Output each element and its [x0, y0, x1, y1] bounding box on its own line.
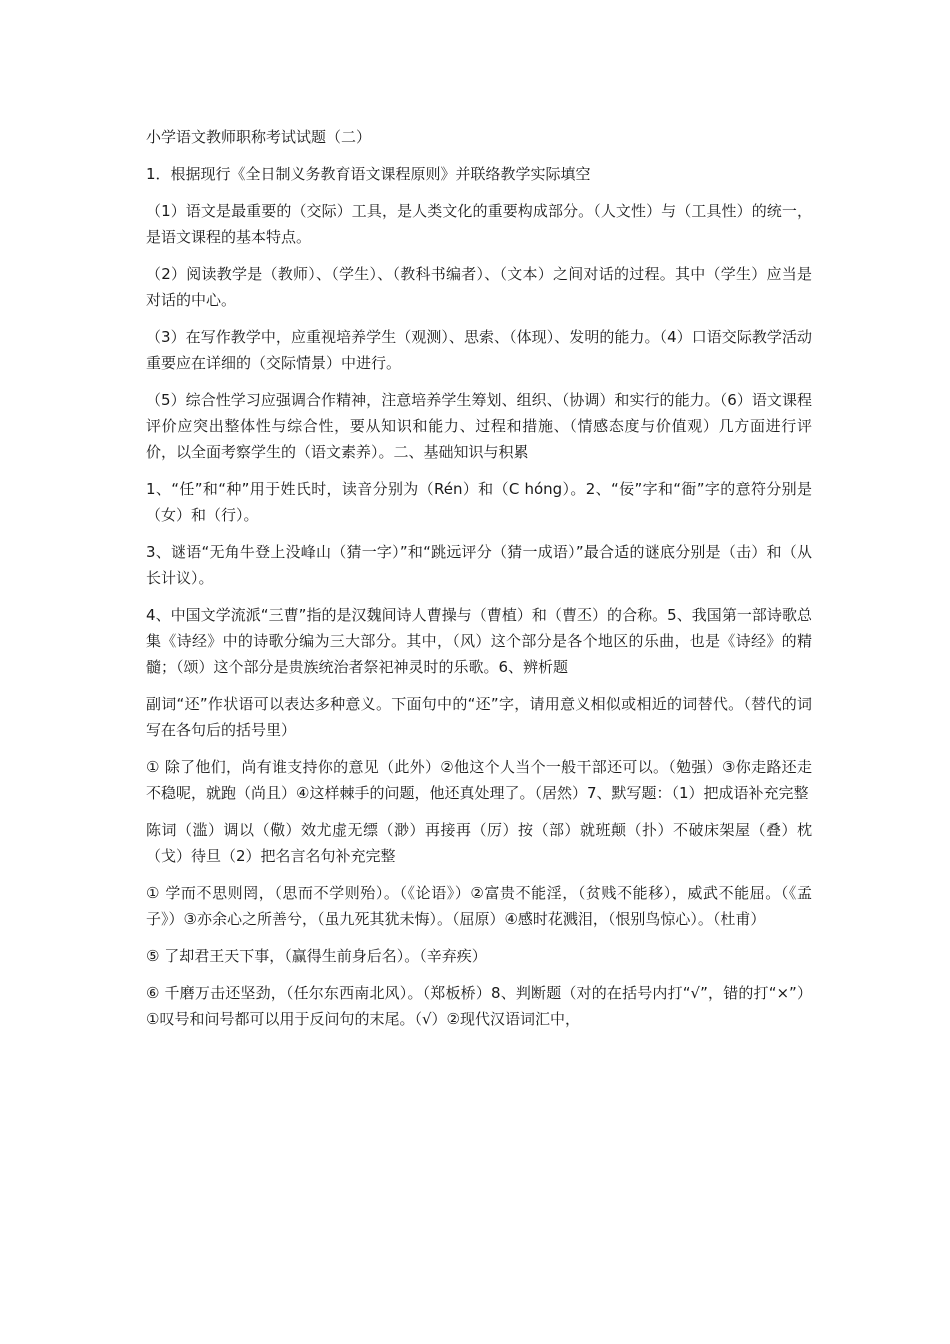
- paragraph-section-1-heading: 1．根据现行《全日制义务教育语文课程原则》并联络教学实际填空: [146, 165, 591, 183]
- paragraph-item-1: （1）语文是最重要的（交际）工具，是人类文化的重要构成部分。（人文性）与（工具性）的统一，是语文课程的基本特点。: [146, 202, 812, 246]
- paragraph-question-3: 3、谜语“无角牛登上没峰山（猜一字）”和“跳远评分（猜一成语）”最合适的谜底分别是（击）和（从长计议）。: [146, 543, 812, 587]
- paragraph-quotes-1-4: ① 学而不思则罔，（思而不学则殆）。（《论语》）②富贵不能淫，（贫贱不能移），威武不能屈。（《孟子》）③亦余心之所善兮，（虽九死其犹未悔）。（屈原）④感时花溅泪，（恨别鸟惊心）。（杜甫）: [146, 884, 812, 928]
- paragraph-item-2: （2）阅读教学是（教师）、（学生）、（教科书编者）、（文本）之间对话的过程。其中（学生）应当是对话的中心。: [146, 265, 812, 309]
- paragraph-quote-5: ⑤ 了却君王天下事，（赢得生前身后名）。（辛弃疾）: [146, 947, 487, 965]
- paragraph-idioms: 陈词（滥）调以（儆）效尤虚无缥（渺）再接再（厉）按（部）就班颠（扑）不破床架屋（叠）枕（戈）待旦（2）把名言名句补充完整: [146, 821, 812, 865]
- paragraph-quote-6-judgement: ⑥ 千磨万击还坚劲，（任尔东西南北风）。（郑板桥）8、判断题（对的在括号内打“√”，错的打“×”）①叹号和问号都可以用于反问句的末尾。（√）②现代汉语词汇中，: [146, 984, 812, 1028]
- paragraph-question-6-instructions: 副词“还”作状语可以表达多种意义。下面句中的“还”字，请用意义相似或相近的词替代。（替代的词写在各句后的括号里）: [146, 695, 812, 739]
- paragraph-question-6-answers: ① 除了他们，尚有谁支持你的意见（此外）②他这个人当个一般干部还可以。（勉强）③你走路还走不稳呢，就跑（尚且）④这样棘手的问题，他还真处理了。（居然）7、默写题：（1）把成语补充完整: [146, 758, 812, 802]
- document-page: [146, 124, 812, 1043]
- paragraph-question-4-6: 4、中国文学流派“三曹”指的是汉魏间诗人曹操与（曹植）和（曹丕）的合称。5、我国第一部诗歌总集《诗经》中的诗歌分编为三大部分。其中，（风）这个部分是各个地区的乐曲，也是《诗经》的精髓；（颂）这个部分是贵族统治者祭祀神灵时的乐歌。6、辨析题: [146, 606, 812, 676]
- document-title: 小学语文教师职称考试试题（二）: [146, 128, 372, 146]
- paragraph-question-1-2: 1、“任”和“种”用于姓氏时，读音分别为（Rén）和（C hóng）。2、“佞”字和“衙”字的意符分别是（女）和（行）。: [146, 480, 812, 524]
- paragraph-item-5-6: （5）综合性学习应强调合作精神，注意培养学生筹划、组织、（协调）和实行的能力。（6）语文课程评价应突出整体性与综合性，要从知识和能力、过程和措施、（情感态度与价值观）几方面进行评价，以全面考察学生的（语文素养）。二、基础知识与积累: [146, 391, 812, 461]
- paragraph-item-3-4: （3）在写作教学中，应重视培养学生（观测）、思索、（体现）、发明的能力。（4）口语交际教学活动重要应在详细的（交际情景）中进行。: [146, 328, 812, 372]
